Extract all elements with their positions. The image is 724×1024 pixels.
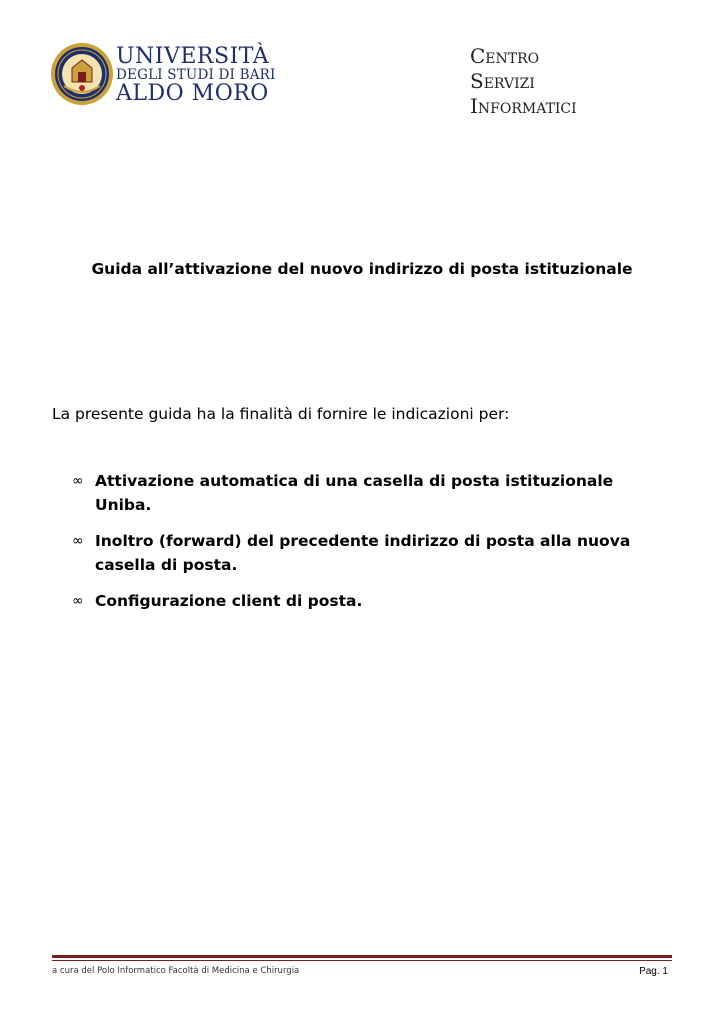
infinity-bullet-icon: ∞	[72, 533, 84, 549]
centro-servizi-informatici	[470, 44, 577, 119]
bullet-text: Inoltro (forward) del precedente indirizzo di posta alla nuova casella di posta.	[95, 532, 631, 574]
centro-line1: Centro	[470, 44, 540, 68]
university-name-line2: DEGLI STUDI DI BARI	[116, 67, 276, 83]
list-item	[72, 469, 672, 517]
infinity-bullet-icon: ∞	[72, 593, 84, 609]
university-name-line1: UNIVERSITÀ	[116, 44, 270, 69]
university-seal-icon	[50, 42, 114, 106]
intro-paragraph: La presente guida ha la finalità di fornire le indicazioni per:	[52, 405, 510, 423]
bullet-text: Configurazione client di posta.	[95, 592, 363, 610]
footer-divider	[52, 955, 672, 958]
footer-divider-thin	[52, 960, 672, 961]
centro-line2: Servizi	[470, 69, 535, 93]
list-item	[72, 529, 672, 577]
centro-line3: Informatici	[470, 94, 577, 118]
bullet-list	[72, 469, 672, 625]
list-item	[72, 589, 672, 613]
footer-credit: a cura del Polo Informatico Facoltà di Medicina e Chirurgia	[52, 966, 300, 976]
university-name-line3: ALDO MORO	[116, 81, 269, 106]
bullet-text: Attivazione automatica di una casella di posta istituzionale Uniba.	[95, 472, 614, 514]
university-name	[116, 46, 276, 105]
infinity-bullet-icon: ∞	[72, 473, 84, 489]
page-number: Pag. 1	[639, 966, 668, 977]
university-logo	[50, 42, 276, 110]
document-title: Guida all’attivazione del nuovo indirizzo di posta istituzionale	[91, 260, 633, 278]
